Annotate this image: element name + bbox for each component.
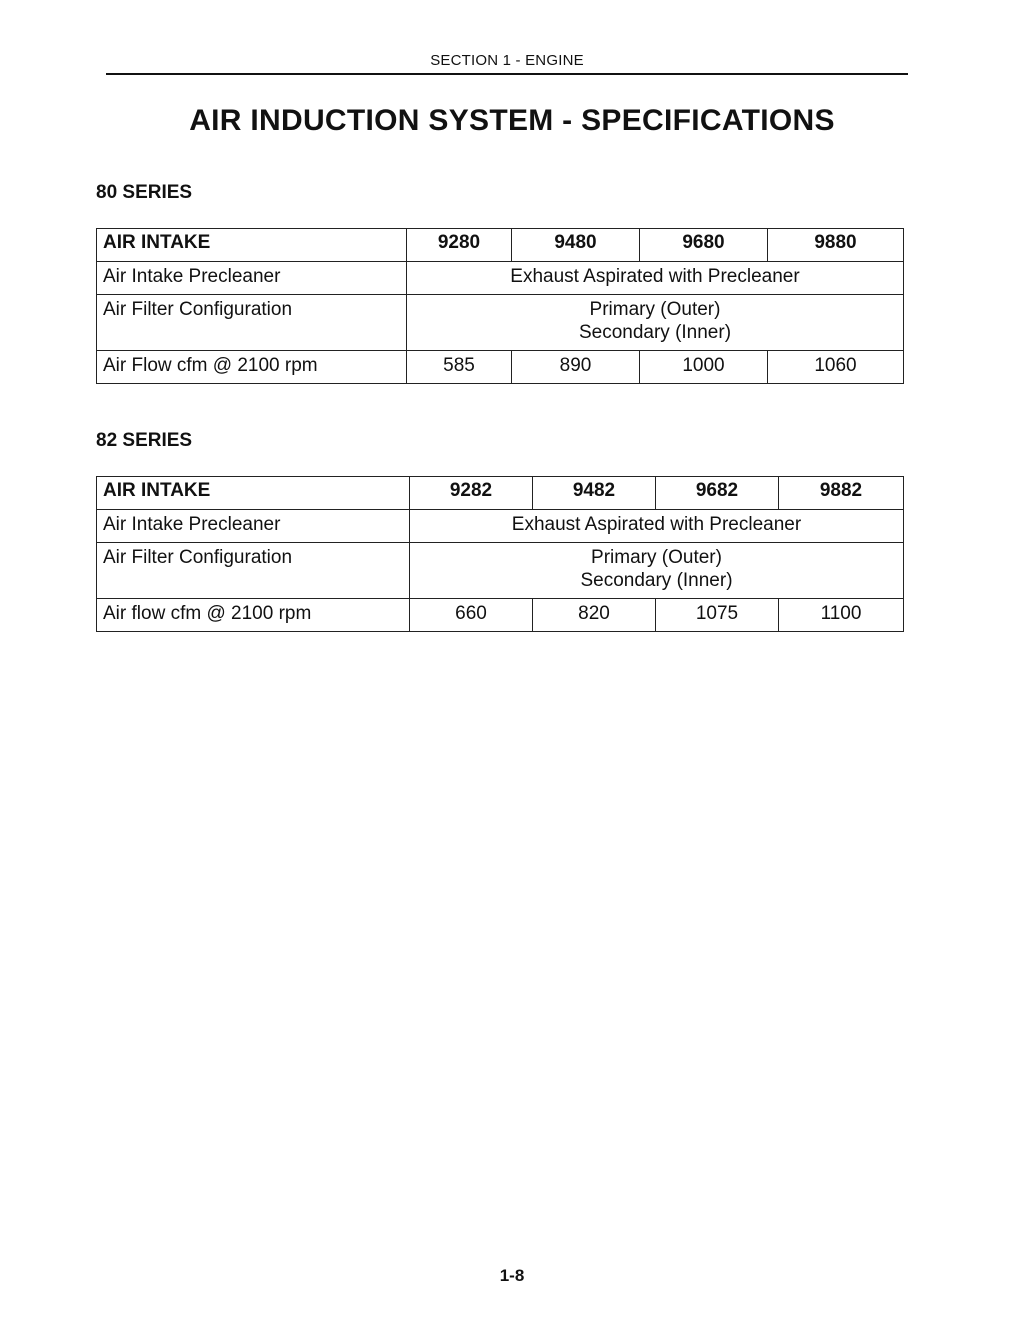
- table-row: [97, 510, 904, 543]
- airflow-value: 1100: [779, 599, 904, 632]
- model-header: 9482: [533, 477, 656, 510]
- filter-config-value: [407, 295, 904, 351]
- airflow-value: 1075: [656, 599, 779, 632]
- model-header: 9280: [407, 229, 512, 262]
- precleaner-value: Exhaust Aspirated with Precleaner: [410, 510, 904, 543]
- air-intake-header: AIR INTAKE: [97, 229, 407, 262]
- filter-config-value: [410, 543, 904, 599]
- filter-config-label: Air Filter Configuration: [97, 295, 407, 351]
- airflow-value: 820: [533, 599, 656, 632]
- page-number: 1-8: [499, 1266, 525, 1285]
- model-header: 9882: [779, 477, 904, 510]
- model-header: 9880: [768, 229, 904, 262]
- precleaner-value: Exhaust Aspirated with Precleaner: [407, 262, 904, 295]
- table-header-row: [97, 477, 904, 510]
- table-row: [97, 262, 904, 295]
- precleaner-label: Air Intake Precleaner: [97, 262, 407, 295]
- section-header: SECTION 1 - ENGINE: [430, 52, 584, 69]
- page-title: AIR INDUCTION SYSTEM - SPECIFICATIONS: [189, 104, 835, 137]
- series-80-spec-table: [96, 228, 904, 384]
- series-82-spec-table: [96, 476, 904, 632]
- model-header: 9682: [656, 477, 779, 510]
- table-row: [97, 543, 904, 599]
- table-header-row: [97, 229, 904, 262]
- airflow-label: Air Flow cfm @ 2100 rpm: [97, 351, 407, 384]
- filter-config-label: Air Filter Configuration: [97, 543, 410, 599]
- filter-primary: Primary (Outer): [589, 299, 721, 320]
- model-header: 9480: [512, 229, 640, 262]
- series-82-heading: 82 SERIES: [96, 430, 193, 451]
- airflow-value: 890: [512, 351, 640, 384]
- airflow-value: 585: [407, 351, 512, 384]
- table-row: [97, 351, 904, 384]
- table-row: [97, 599, 904, 632]
- airflow-value: 1000: [640, 351, 768, 384]
- model-header: 9680: [640, 229, 768, 262]
- header-rule: [106, 73, 908, 75]
- airflow-value: 1060: [768, 351, 904, 384]
- filter-secondary: Secondary (Inner): [580, 570, 733, 591]
- series-80-heading: 80 SERIES: [96, 182, 193, 203]
- filter-secondary: Secondary (Inner): [578, 322, 732, 343]
- air-intake-header: AIR INTAKE: [97, 477, 410, 510]
- precleaner-label: Air Intake Precleaner: [97, 510, 410, 543]
- model-header: 9282: [410, 477, 533, 510]
- filter-primary: Primary (Outer): [591, 547, 722, 568]
- airflow-label: Air flow cfm @ 2100 rpm: [97, 599, 410, 632]
- table-row: [97, 295, 904, 351]
- airflow-value: 660: [410, 599, 533, 632]
